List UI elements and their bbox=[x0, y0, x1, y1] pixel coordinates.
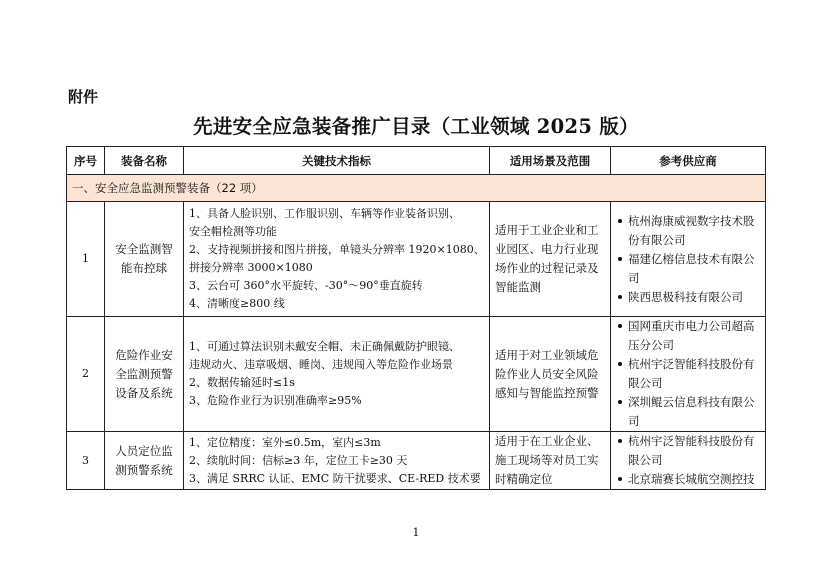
table-row bbox=[67, 432, 766, 490]
tech-line: 1、具备人脸识别、工作服识别、车辆等作业装备识别、 bbox=[189, 207, 460, 220]
vendor-list bbox=[611, 432, 766, 490]
category-label: 一、安全应急监测预警装备（22 项） bbox=[67, 175, 766, 202]
vendor-item: 杭州宇泛智能科技股份有限公司 bbox=[616, 355, 760, 393]
vendor-item: 国网重庆市电力公司超高压分公司 bbox=[616, 317, 760, 355]
tech-line: 安全帽检测等功能 bbox=[189, 225, 277, 238]
vendor-list bbox=[611, 202, 766, 317]
tech-line: 3、危险作业行为识别准确率≥95% bbox=[189, 394, 362, 407]
table-row bbox=[67, 317, 766, 432]
tech-line: 违规动火、违章吸烟、睡岗、违规闯入等危险作业场景 bbox=[189, 358, 453, 371]
equipment-name: 危险作业安全监测预警设备及系统 bbox=[105, 317, 184, 432]
equipment-catalog-table bbox=[66, 146, 766, 490]
vendor-item: 福建亿榕信息技术有限公司 bbox=[616, 250, 760, 288]
vendor-list bbox=[611, 317, 766, 432]
tech-line: 4、清晰度≥800 线 bbox=[189, 297, 285, 310]
tech-line: 2、数据传输延时≤1s bbox=[189, 376, 295, 389]
document-title: 先进安全应急装备推广目录（工业领域 2025 版） bbox=[193, 115, 639, 138]
tech-line: 2、续航时间：信标≥3 年，定位工卡≥30 天 bbox=[189, 453, 408, 467]
scope-text: 适用于对工业领域危险作业人员安全风险感知与智能监控预警 bbox=[490, 317, 611, 432]
tech-line: 2、支持视频拼接和图片拼接，单镜头分辨率 1920×1080、 bbox=[189, 243, 485, 256]
vendor-item: 杭州宇泛智能科技股份有限公司 bbox=[616, 432, 760, 470]
vendor-item: 杭州海康威视数字技术股份有限公司 bbox=[616, 212, 760, 250]
tech-line: 1、定位精度：室外≤0.5m，室内≤3m bbox=[189, 435, 381, 449]
row-number: 1 bbox=[67, 202, 105, 317]
equipment-name: 人员定位监测预警系统 bbox=[105, 432, 184, 490]
vendor-item: 北京瑞赛长城航空测控技 bbox=[616, 470, 760, 489]
scope-text: 适用于在工业企业、施工现场等对员工实时精确定位 bbox=[490, 432, 611, 490]
header-scope: 适用场景及范围 bbox=[490, 147, 611, 175]
tech-specs bbox=[184, 317, 490, 432]
equipment-name: 安全监测智能布控球 bbox=[105, 202, 184, 317]
header-name: 装备名称 bbox=[105, 147, 184, 175]
table-row bbox=[67, 202, 766, 317]
scope-text: 适用于工业企业和工业园区、电力行业现场作业的过程记录及智能监测 bbox=[490, 202, 611, 317]
page-number: 1 bbox=[412, 526, 420, 539]
header-tech: 关键技术指标 bbox=[184, 147, 490, 175]
tech-line: 3、满足 SRRC 认证、EMC 防干扰要求、CE-RED 技术要 bbox=[189, 471, 481, 485]
tech-line: 3、云台可 360°水平旋转、-30°～90°垂直旋转 bbox=[189, 279, 423, 292]
header-no: 序号 bbox=[67, 147, 105, 175]
tech-specs bbox=[184, 202, 490, 317]
attachment-label: 附件 bbox=[68, 88, 99, 106]
header-vendor: 参考供应商 bbox=[611, 147, 766, 175]
vendor-item: 深圳鲲云信息科技有限公司 bbox=[616, 393, 760, 431]
tech-specs bbox=[184, 432, 490, 490]
row-number: 3 bbox=[67, 432, 105, 490]
tech-line: 1、可通过算法识别未戴安全帽、未正确佩戴防护眼镜、 bbox=[189, 340, 460, 353]
table-header-row bbox=[67, 147, 766, 175]
row-number: 2 bbox=[67, 317, 105, 432]
tech-line: 拼接分辨率 3000×1080 bbox=[189, 261, 313, 274]
vendor-item: 陕西思极科技有限公司 bbox=[616, 288, 760, 307]
category-row bbox=[67, 175, 766, 202]
